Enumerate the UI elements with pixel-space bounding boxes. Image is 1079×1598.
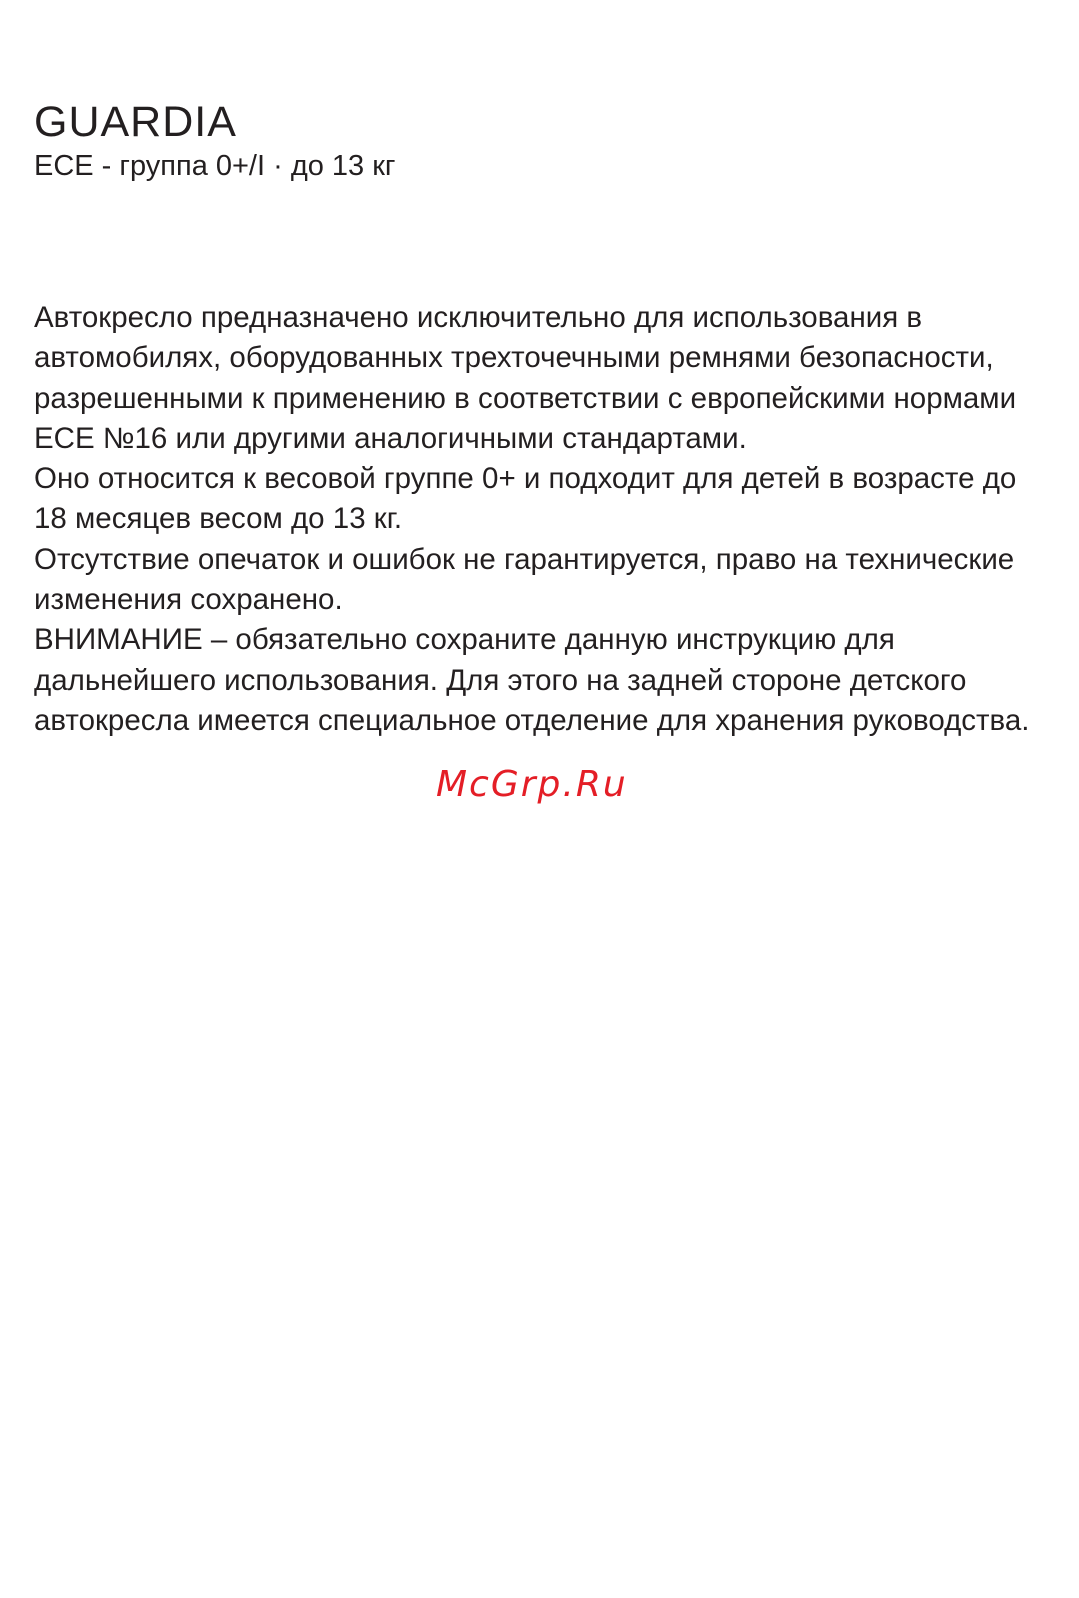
product-subtitle: ECE - группа 0+/I · до 13 кг: [34, 150, 396, 182]
paragraph-weight-group: Оно относится к весовой группе 0+ и подходит для детей в возрасте до 18 месяцев весом до 13 кг.: [34, 462, 1017, 536]
watermark: McGrp.Ru: [436, 764, 628, 805]
paragraph-warning: ВНИМАНИЕ – обязательно сохраните данную инструкцию для дальнейшего использования. Для этого на задней стороне детского автокресла имеется специальное отделение для хранения руководства.: [34, 623, 1030, 737]
product-title: GUARDIA: [34, 98, 237, 146]
document-body: [34, 298, 1044, 741]
document-header: [34, 96, 396, 184]
paragraph-disclaimer: Отсутствие опечаток и ошибок не гарантируется, право на технические изменения сохранено.: [34, 542, 1015, 617]
paragraph-intended-use: Автокресло предназначено исключительно для использования в автомобилях, оборудованных трехточечными ремнями безопасности, разрешенными к применению в соответствии с европейскими нормами ECE №16 или другими аналогичными стандартами.: [34, 301, 1017, 455]
